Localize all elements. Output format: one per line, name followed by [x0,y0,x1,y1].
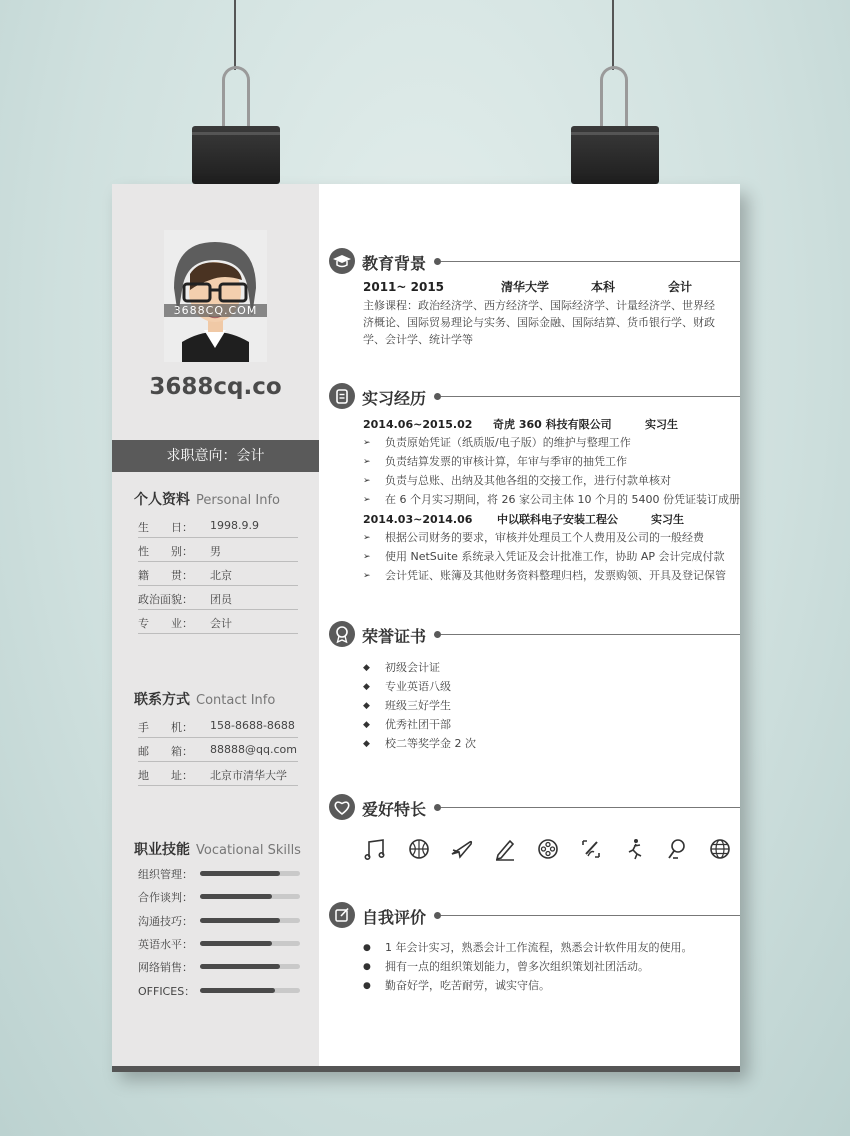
job-2-company: 中以联科电子安装工程公 [497,513,618,526]
honor-item: ◆ 优秀社团干部 [363,716,743,734]
graduation-cap-icon [329,248,355,274]
skill-bar-track [200,988,300,993]
personal-info-title-cn: 个人资料 [134,492,190,508]
info-label: 性 别： [138,545,193,558]
film-reel-icon [535,836,561,862]
skills-title-en: Vocational Skills [196,843,301,858]
self-eval-item: ● 勤奋好学，吃苦耐劳，诚实守信。 [363,977,743,995]
hobbies-title: 爱好特长 [362,800,427,819]
job-1-item: ➢ 负责与总账、出纳及其他各组的交接工作，进行付款单核对 [363,472,743,490]
education-school: 清华大学 [501,280,550,294]
avatar [164,230,267,362]
info-label: 专 业： [138,617,193,630]
info-row-birthday [138,514,298,538]
dot-bullet-icon: ● [363,981,371,991]
job-1-company: 奇虎 360 科技有限公司 [493,418,612,431]
self-eval-item: ● 拥有一点的组织策划能力，曾多次组织策划社团活动。 [363,958,743,976]
left-binder-clip [192,126,280,184]
chevron-right-icon: ➢ [363,495,371,505]
education-courses-line-2: 济概论、国际贸易理论与实务、国际金融、国际结算、货币银行学、财政 [363,316,715,329]
skill-bar-fill [200,988,275,993]
honor-item: ◆ 专业英语八级 [363,678,743,696]
info-label: 地 址： [138,769,193,782]
internship-header [329,383,739,411]
edit-icon [329,902,355,928]
job-1-role: 实习生 [645,418,678,431]
job-2-item: ➢ 根据公司财务的要求，审核并处理员工个人费用及公司的一般经费 [363,529,743,547]
info-value: 会计 [210,617,232,630]
header-dot [434,631,441,638]
diamond-bullet-icon: ◆ [363,739,370,749]
candidate-name: 3688cq.co [149,374,282,400]
skill-bar-track [200,918,300,923]
skill-bar-fill [200,941,272,946]
chevron-right-icon: ➢ [363,457,371,467]
internship-title: 实习经历 [362,389,427,408]
header-rule [441,396,740,397]
chevron-right-icon: ➢ [363,476,371,486]
job-1-item: ➢ 在 6 个月实习期间，将 26 家公司主体 10 个月的 5400 份凭证装订成册 [363,491,743,509]
avatar-illustration-icon [164,230,267,362]
self-eval-item: ● 1 年会计实习，熟悉会计工作流程，熟悉会计软件用友的使用。 [363,939,743,957]
header-rule [441,261,740,262]
contact-info-title-cn: 联系方式 [134,692,190,708]
info-label: 政治面貌： [138,593,193,606]
education-major: 会计 [668,280,693,294]
skill-row [138,934,308,954]
skill-row [138,864,308,884]
info-row-gender [138,538,298,562]
info-label: 籍 贯： [138,569,193,582]
diamond-bullet-icon: ◆ [363,701,370,711]
skill-label: OFFICES： [138,984,196,998]
skill-label: 沟通技巧： [138,914,193,928]
skills-title-cn: 职业技能 [134,842,190,858]
skill-label: 英语水平： [138,937,193,951]
education-courses-line-3: 学、会计学、统计学等 [363,333,473,346]
dot-bullet-icon: ● [363,943,371,953]
info-label: 邮 箱： [138,745,193,758]
job-2-item: ➢ 使用 NetSuite 系统录入凭证及会计批准工作，协助 AP 会计完成付款 [363,548,743,566]
globe-icon [707,836,733,862]
clipboard-icon [329,383,355,409]
info-row-political-status [138,586,298,610]
personal-info-title [134,489,280,509]
badminton-icon [664,836,690,862]
chevron-right-icon: ➢ [363,571,371,581]
hobbies-header [329,794,739,822]
contact-info-title [134,689,275,709]
header-dot [434,258,441,265]
job-2-item: ➢ 会计凭证、账簿及其他财务资料整理归档，发票购领、开具及登记保管 [363,567,743,585]
honors-header [329,621,739,649]
info-value: 北京 [210,569,232,582]
heart-icon [329,794,355,820]
resume-sheet [112,184,740,1070]
sidebar [112,184,319,1066]
chevron-right-icon: ➢ [363,552,371,562]
skill-bar-track [200,941,300,946]
info-row-phone [138,714,298,738]
pen-icon [492,836,518,862]
award-medal-icon [329,621,355,647]
header-rule [441,915,740,916]
info-value[interactable]: 88888@qq.com [210,743,297,756]
header-rule [441,634,740,635]
info-value: 1998.9.9 [210,519,259,532]
education-period: 2011~ 2015 [363,280,445,294]
diamond-bullet-icon: ◆ [363,720,370,730]
chevron-right-icon: ➢ [363,533,371,543]
skill-row [138,887,308,907]
header-rule [441,807,740,808]
honors-title: 荣誉证书 [362,627,427,646]
education-header [329,248,739,276]
skill-row [138,981,308,1001]
self-eval-title: 自我评价 [362,908,427,927]
skills-title [134,839,301,859]
skill-bar-track [200,894,300,899]
job-intent-banner: 求职意向：会计 [112,440,319,472]
header-dot [434,912,441,919]
skill-bar-fill [200,894,272,899]
honor-item: ◆ 初级会计证 [363,659,743,677]
education-degree: 本科 [591,280,616,294]
job-1-item: ➢ 负责结算发票的审核计算，年审与季审的抽凭工作 [363,453,743,471]
job-1-item: ➢ 负责原始凭证（纸质版/电子版）的维护与整理工作 [363,434,743,452]
right-hanging-string [612,0,614,70]
education-title: 教育背景 [362,254,427,273]
skill-row [138,957,308,977]
skill-bar-fill [200,964,280,969]
avatar-watermark: 3688CQ.COM [164,304,267,317]
sheet-bottom-edge [112,1066,740,1072]
contact-info-title-en: Contact Info [196,693,276,708]
right-binder-clip [571,126,659,184]
basketball-icon [406,836,432,862]
music-icon [363,836,389,862]
job-1-period: 2014.06~2015.02 [363,418,473,431]
skill-bar-track [200,964,300,969]
info-value: 团员 [210,593,232,606]
skill-row [138,911,308,931]
job-2-role: 实习生 [651,513,684,526]
skill-bar-track [200,871,300,876]
dance-icon [621,836,647,862]
info-value: 男 [210,545,221,558]
self-eval-header [329,902,739,930]
info-row-hometown [138,562,298,586]
dot-bullet-icon: ● [363,962,371,972]
skill-bar-fill [200,871,280,876]
chevron-right-icon: ➢ [363,438,371,448]
header-dot [434,804,441,811]
skill-label: 网络销售： [138,961,193,975]
info-row-major [138,610,298,634]
skill-label: 组织管理： [138,868,193,881]
left-hanging-string [234,0,236,70]
airplane-icon [449,836,475,862]
header-dot [434,393,441,400]
info-label: 生 日： [138,521,193,534]
info-value[interactable]: 158-8688-8688 [210,719,295,732]
education-courses-line-1: 主修课程：政治经济学、西方经济学、国际经济学、计量经济学、世界经 [363,299,715,312]
skill-label: 合作谈判： [138,891,193,905]
personal-info-title-en: Personal Info [196,493,280,508]
hobby-icons [363,836,733,862]
skill-bar-fill [200,918,280,923]
honor-item: ◆ 校二等奖学金 2 次 [363,735,743,753]
info-value: 北京市清华大学 [210,769,287,782]
info-row-email [138,738,298,762]
info-row-address [138,762,298,786]
main-column [319,184,740,1066]
diamond-bullet-icon: ◆ [363,682,370,692]
diamond-bullet-icon: ◆ [363,663,370,673]
job-2-period: 2014.03~2014.06 [363,513,473,526]
honor-item: ◆ 班级三好学生 [363,697,743,715]
info-label: 手 机： [138,721,193,734]
writing-icon [578,836,604,862]
